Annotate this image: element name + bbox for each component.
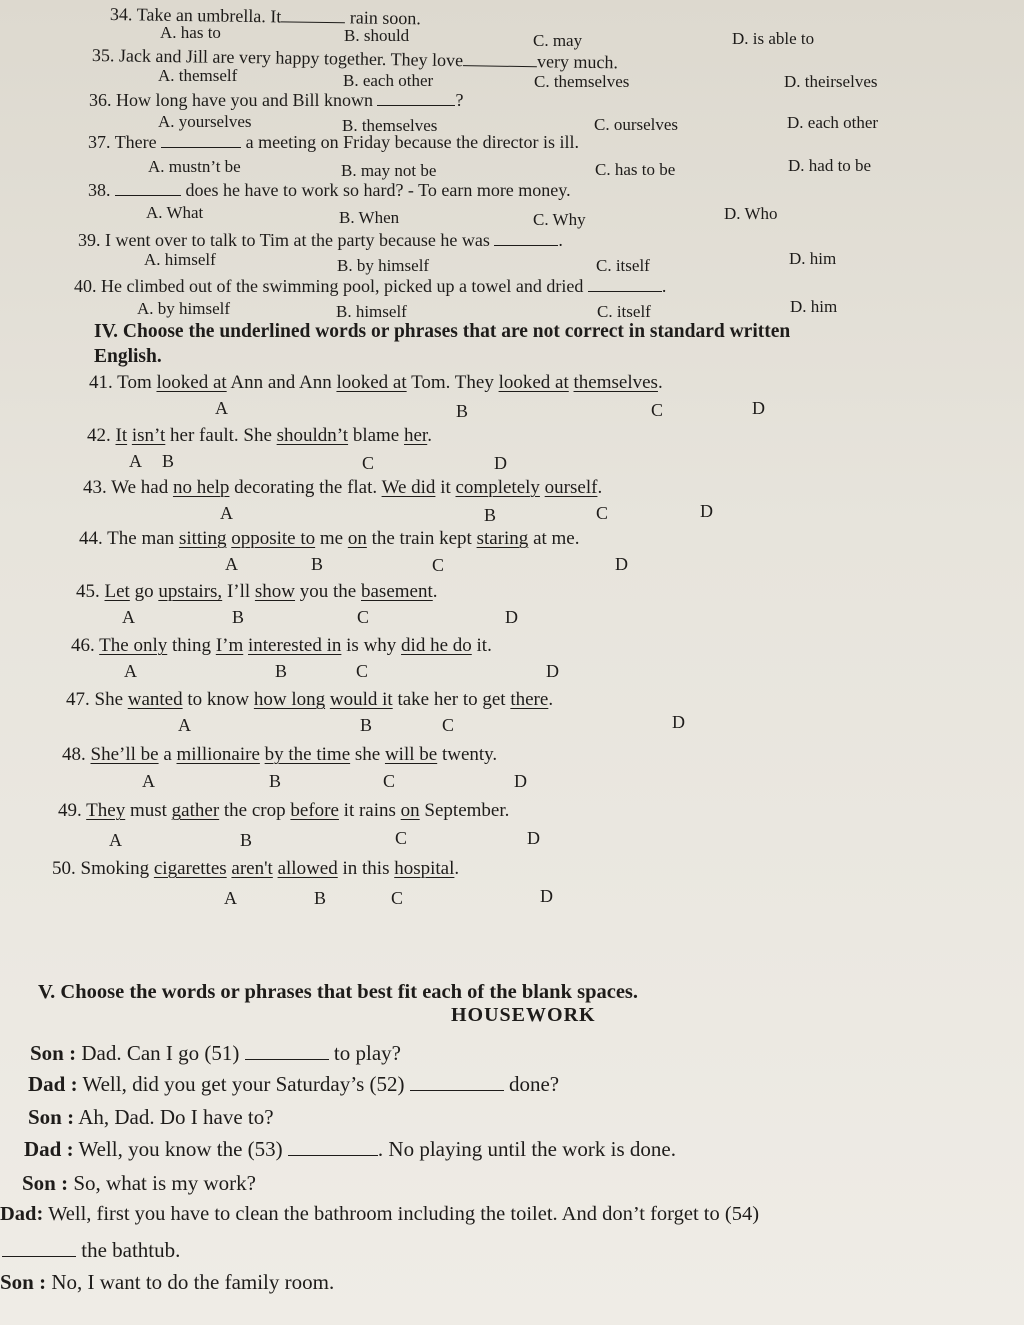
underlined-c[interactable]: looked at	[498, 372, 569, 393]
label-a: A	[142, 771, 155, 791]
text: is why	[346, 635, 397, 656]
option-d[interactable]: D. him	[789, 249, 837, 268]
underlined-a[interactable]: cigarettes	[153, 858, 227, 879]
dialogue-line-7	[2, 1238, 180, 1263]
text: .	[432, 581, 438, 602]
label-d: D	[546, 661, 559, 681]
underlined-b[interactable]: upstairs,	[158, 581, 223, 602]
underlined-c[interactable]: allowed	[277, 858, 338, 879]
option-b[interactable]: B. by himself	[337, 256, 430, 275]
underlined-d[interactable]: will be	[384, 744, 438, 765]
label-d: D	[672, 712, 685, 732]
label-b: B	[311, 554, 324, 574]
underlined-b[interactable]: millionaire	[176, 744, 260, 765]
text: it.	[476, 635, 492, 656]
answer-blank[interactable]	[281, 7, 345, 23]
option-b[interactable]: B. may not be	[341, 161, 437, 180]
option-a[interactable]: A. yourselves	[158, 112, 252, 131]
underlined-b[interactable]: isn’t	[131, 425, 166, 446]
label-b: B	[232, 607, 245, 627]
underlined-c[interactable]: shouldn’t	[276, 425, 349, 446]
option-d[interactable]: D. had to be	[788, 156, 872, 175]
question-text: a meeting on Friday because the director is ill.	[245, 132, 580, 152]
dialogue-line-1	[30, 1041, 401, 1066]
label-a: A	[122, 607, 135, 627]
blank-53[interactable]	[288, 1141, 378, 1156]
label-d: D	[752, 398, 765, 418]
label-c: C	[442, 715, 455, 735]
question-number: 50.	[52, 858, 76, 879]
underlined-b[interactable]: gather	[171, 800, 220, 821]
text: thing	[172, 635, 212, 656]
section-5-heading: V. Choose the words or phrases that best fit each of the blank spaces.	[38, 981, 639, 1003]
underlined-c[interactable]: would it	[329, 689, 393, 710]
question-number: 39.	[78, 230, 101, 250]
label-b: B	[269, 771, 282, 791]
label-a: A	[220, 503, 233, 523]
label-d: D	[527, 828, 540, 848]
underlined-a[interactable]: sitting	[178, 528, 227, 549]
underlined-c[interactable]: interested in	[248, 635, 342, 656]
option-c[interactable]: C. itself	[596, 256, 650, 275]
question-number: 41.	[89, 372, 113, 393]
text: at me.	[533, 528, 580, 549]
text: must	[129, 800, 167, 821]
underlined-c[interactable]: on	[347, 528, 367, 549]
text: she	[354, 744, 381, 765]
option-a[interactable]: A. has to	[160, 23, 221, 42]
label-d: D	[540, 886, 553, 906]
answer-blank[interactable]	[377, 91, 455, 106]
text: twenty.	[441, 744, 498, 765]
label-c: C	[651, 400, 664, 420]
underlined-c[interactable]: completely	[455, 477, 540, 498]
label-c: C	[383, 771, 396, 791]
underlined-c[interactable]: before	[290, 800, 339, 821]
question-text: .	[558, 230, 563, 250]
label-a: A	[225, 554, 238, 574]
label-a: A	[109, 830, 122, 850]
underlined-a[interactable]: It	[115, 425, 128, 446]
underlined-a[interactable]: They	[86, 800, 126, 821]
text: .	[454, 858, 460, 879]
label-c: C	[596, 503, 609, 523]
option-d[interactable]: D. each other	[787, 113, 879, 132]
underlined-b[interactable]: We did	[381, 477, 436, 498]
option-a[interactable]: A. by himself	[137, 299, 231, 318]
underlined-a[interactable]: no help	[172, 477, 230, 498]
text: September.	[424, 800, 510, 821]
text: We had	[111, 477, 169, 498]
question-number: 45.	[76, 581, 100, 602]
label-c: C	[362, 453, 375, 473]
question-text: Take an umbrella. It	[136, 4, 282, 27]
question-number: 40.	[74, 276, 97, 296]
dialogue-text: to play?	[333, 1041, 401, 1065]
question-text: ?	[455, 90, 464, 110]
option-b[interactable]: B. themselves	[342, 116, 438, 135]
question-number: 36.	[89, 90, 112, 110]
question-text: There	[114, 132, 157, 152]
underlined-d[interactable]: her	[404, 425, 428, 446]
option-a[interactable]: A. What	[146, 203, 204, 222]
label-b: B	[360, 715, 373, 735]
text: Tom. They	[411, 372, 494, 393]
question-text: Jack and Jill are very happy together. They love	[118, 45, 464, 71]
dialogue-text: No, I want to do the family room.	[51, 1270, 335, 1294]
answer-blank[interactable]	[115, 181, 181, 196]
speaker-label: Son :	[22, 1171, 69, 1195]
underlined-d[interactable]: ourself	[544, 477, 598, 498]
underlined-b[interactable]: I’m	[215, 635, 244, 656]
speaker-label: Son :	[28, 1105, 75, 1129]
blank-51[interactable]	[245, 1045, 329, 1060]
text: to know	[187, 689, 250, 710]
text: the train kept	[371, 528, 472, 549]
label-d: D	[494, 453, 507, 473]
question-number: 38.	[88, 180, 111, 200]
dialogue-text: Dad. Can I go (51)	[81, 1041, 240, 1065]
label-a: A	[124, 661, 137, 681]
dialogue-line-8	[0, 1270, 334, 1295]
underlined-c[interactable]: by the time	[264, 744, 351, 765]
text: The man	[107, 528, 175, 549]
text: She	[94, 689, 123, 710]
underlined-b[interactable]: looked at	[336, 372, 407, 393]
text: take her to get	[397, 689, 506, 710]
blank-52[interactable]	[410, 1076, 504, 1091]
question-number: 42.	[87, 425, 111, 446]
question-number: 48.	[62, 744, 86, 765]
text: a	[163, 744, 172, 765]
option-c[interactable]: C. ourselves	[594, 115, 679, 134]
underlined-a[interactable]: She’ll be	[90, 744, 159, 765]
label-a: A	[178, 715, 191, 735]
dialogue-line-5	[22, 1171, 256, 1196]
label-c: C	[391, 888, 404, 908]
underlined-d[interactable]: staring	[476, 528, 529, 549]
label-c: C	[432, 555, 445, 575]
label-a: A	[224, 888, 237, 908]
dialogue-text: . No playing until the work is done.	[377, 1137, 676, 1161]
text: Ann and Ann	[230, 372, 332, 393]
text: in this	[342, 858, 390, 879]
text: .	[427, 425, 432, 446]
text: .	[597, 477, 603, 498]
option-b[interactable]: B. When	[339, 208, 400, 227]
question-text: very much.	[536, 51, 619, 73]
option-d[interactable]: D. is able to	[732, 29, 815, 48]
option-a[interactable]: A. themself	[158, 66, 238, 85]
question-text: rain soon.	[349, 7, 421, 29]
dialogue-text: Well, did you get your Saturday’s (52)	[82, 1072, 405, 1096]
speaker-label: Son :	[30, 1041, 77, 1065]
blank-54[interactable]	[2, 1242, 76, 1257]
underlined-a[interactable]: wanted	[127, 689, 183, 710]
section-4-heading-cont: English.	[94, 346, 162, 367]
label-b: B	[484, 505, 497, 525]
label-a: A	[129, 451, 142, 471]
dialogue-line-3	[28, 1105, 274, 1130]
dialogue-line-4	[24, 1137, 676, 1162]
label-d: D	[700, 501, 713, 521]
dialogue-text: Well, you know the (53)	[78, 1137, 283, 1161]
dialogue-text: done?	[508, 1072, 560, 1096]
dialogue-text: the bathtub.	[81, 1238, 181, 1262]
option-b[interactable]: B. each other	[343, 71, 434, 90]
text: Smoking	[80, 858, 150, 879]
option-b[interactable]: B. should	[344, 26, 410, 45]
answer-blank[interactable]	[588, 277, 662, 292]
underlined-b[interactable]: aren't	[231, 858, 273, 879]
underlined-a[interactable]: Let	[104, 581, 130, 602]
speaker-label: Dad:	[0, 1203, 44, 1225]
label-a: A	[215, 398, 228, 418]
text: it	[440, 477, 451, 498]
underlined-c[interactable]: show	[254, 581, 296, 602]
question-number: 49.	[58, 800, 82, 821]
underlined-b[interactable]: opposite to	[231, 528, 316, 549]
label-d: D	[514, 771, 527, 791]
text: it rains	[343, 800, 396, 821]
question-number: 43.	[83, 477, 107, 498]
question-text: does he have to work so hard? - To earn more money.	[185, 180, 571, 200]
dialogue-line-2	[28, 1072, 559, 1097]
label-c: C	[395, 828, 408, 848]
label-b: B	[162, 451, 175, 471]
option-c[interactable]: C. has to be	[595, 160, 676, 179]
label-b: B	[314, 888, 327, 908]
option-a[interactable]: A. himself	[144, 250, 216, 269]
text: her fault. She	[170, 425, 272, 446]
question-number: 44.	[79, 528, 103, 549]
underlined-d[interactable]: basement	[361, 581, 433, 602]
speaker-label: Dad :	[28, 1072, 78, 1096]
option-c[interactable]: C. may	[533, 31, 583, 50]
option-c[interactable]: C. itself	[597, 302, 651, 321]
dialogue-text: Ah, Dad. Do I have to?	[78, 1105, 274, 1129]
question-number: 47.	[66, 689, 90, 710]
text: Tom	[117, 372, 152, 393]
option-d[interactable]: D. Who	[724, 204, 778, 223]
option-d[interactable]: D. theirselves	[784, 72, 878, 91]
option-c[interactable]: C. Why	[533, 210, 586, 229]
speaker-label: Son :	[0, 1270, 47, 1294]
dialogue-text: Well, first you have to clean the bathroom including the toilet. And don’t forget to (54)	[48, 1203, 760, 1225]
underlined-d[interactable]: themselves	[573, 372, 658, 393]
underlined-a[interactable]: looked at	[156, 372, 227, 393]
option-c[interactable]: C. themselves	[534, 72, 630, 91]
speaker-label: Dad :	[24, 1137, 74, 1161]
question-number: 37.	[88, 132, 111, 152]
option-a[interactable]: A. mustn’t be	[148, 157, 241, 176]
text: .	[657, 372, 663, 393]
text: go	[134, 581, 154, 602]
option-b[interactable]: B. himself	[336, 302, 407, 321]
text: me	[319, 528, 344, 549]
answer-blank[interactable]	[161, 133, 241, 148]
underlined-d[interactable]: hospital	[394, 858, 455, 879]
dialogue-text: So, what is my work?	[73, 1171, 256, 1195]
section-4-heading: IV. Choose the underlined words or phrases that are not correct in standard written	[94, 321, 791, 342]
underlined-d[interactable]: there	[510, 689, 549, 710]
passage-title: HOUSEWORK	[451, 1004, 596, 1026]
text: .	[548, 689, 554, 710]
option-d[interactable]: D. him	[790, 297, 838, 316]
underlined-a[interactable]: The only	[99, 635, 168, 656]
question-text: I went over to talk to Tim at the party because he was	[105, 230, 490, 250]
question-number: 34.	[109, 4, 133, 25]
question-number: 46.	[71, 635, 95, 656]
label-c: C	[356, 661, 369, 681]
underlined-b[interactable]: how long	[253, 689, 326, 710]
label-b: B	[240, 830, 253, 850]
question-number: 35.	[91, 45, 115, 66]
dialogue-line-6	[0, 1203, 759, 1226]
label-d: D	[505, 607, 518, 627]
text: the crop	[223, 800, 286, 821]
label-b: B	[275, 661, 288, 681]
question-text: How long have you and Bill known	[116, 90, 373, 110]
label-d: D	[615, 554, 628, 574]
text: blame	[352, 425, 400, 446]
text: decorating the flat.	[234, 477, 378, 498]
text: I’ll	[226, 581, 251, 602]
text: you the	[299, 581, 357, 602]
label-c: C	[357, 607, 370, 627]
question-text: .	[661, 276, 667, 296]
answer-blank[interactable]	[494, 231, 558, 246]
answer-blank[interactable]	[463, 51, 537, 67]
label-b: B	[456, 401, 469, 421]
underlined-d[interactable]: did he do	[401, 635, 472, 656]
question-text: He climbed out of the swimming pool, picked up a towel and dried	[101, 276, 584, 296]
underlined-d[interactable]: on	[400, 800, 420, 821]
